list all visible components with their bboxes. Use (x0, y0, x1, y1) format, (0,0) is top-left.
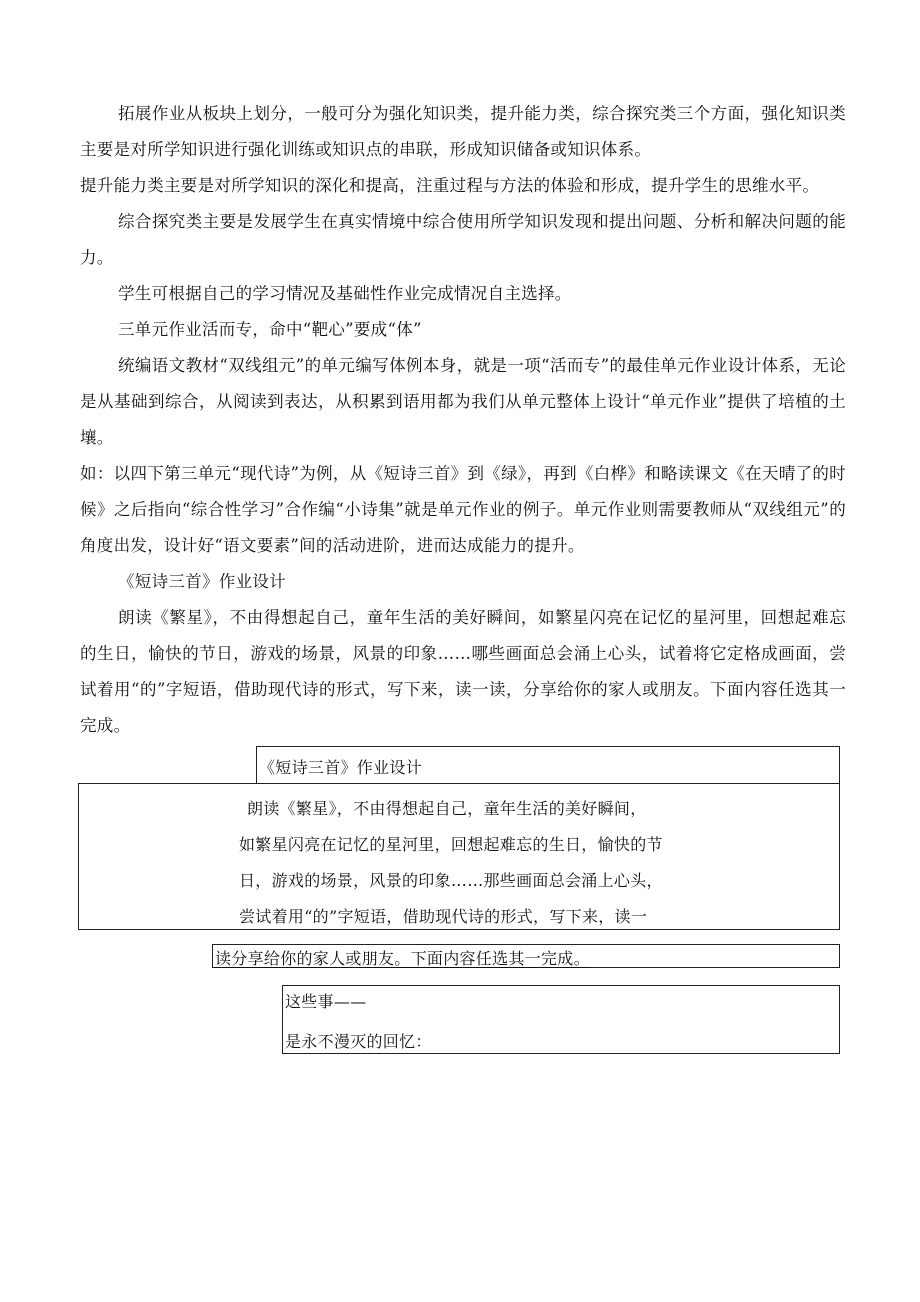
paragraph-example-unit-three: 如：以四下第三单元“现代诗”为例，从《短诗三首》到《绿》，再到《白桦》和略读课文《在天晴了的时候》之后指向“综合性学习”合作编“小诗集”就是单元作业的例子。单元作业则需要教师从“双线组元”的角度出发，设计好“语文要素”间的活动进阶，进而达成能力的提升。 (80, 464, 846, 555)
paragraph-double-line-unit: 统编语文教材“双线组元”的单元编写体例本身，就是一项“活而专”的最佳单元作业设计体系，无论是从基础到综合，从阅读到表达，从积累到语用都为我们从单元整体上设计“单元作业”提供了培植的土壤。 (80, 356, 846, 447)
body-box-line-2: 如繁星闪亮在记忆的星河里，回想起难忘的生日，愉快的节 (239, 835, 663, 854)
poem-line-2: 是永不漫灭的回忆： (285, 1032, 432, 1051)
poem-box (282, 985, 840, 1054)
paragraph-self-selection: 学生可根据自己的学习情况及基础性作业完成情况自主选择。 (118, 284, 572, 303)
title-box-text: 《短诗三首》作业设计 (259, 758, 423, 777)
poem-line-1: 这些事—— (285, 992, 367, 1011)
paragraph-reading-stars-task: 朗读《繁星》，不由得想起自己，童年生活的美好瞬间，如繁星闪亮在记忆的星河里，回想起难忘的生日，愉快的节日，游戏的场景，风景的印象……哪些画面总会涌上心头，试着将它定格成画面，尝试着用“的”字短语，借助现代诗的形式，写下来，读一读，分享给你的家人或朋友。下面内容任选其一完成。 (80, 608, 846, 735)
paragraph-inquiry-type: 综合探究类主要是发展学生在真实情境中综合使用所学知识发现和提出问题、分析和解决问题的能力。 (80, 212, 846, 267)
continuation-text: 读分享给你的家人或朋友。下面内容任选其一完成。 (215, 949, 590, 968)
heading-homework-design: 《短诗三首》作业设计 (118, 572, 286, 591)
paragraph-extension-types: 拓展作业从板块上划分，一般可分为强化知识类，提升能力类，综合探究类三个方面，强化知识类主要是对所学知识进行强化训练或知识点的串联，形成知识储备或知识体系。 (80, 104, 846, 159)
continuation-box (212, 944, 840, 968)
title-box (256, 746, 840, 784)
body-box-line-1: 朗读《繁星》，不由得想起自己，童年生活的美好瞬间， (247, 799, 647, 818)
section-heading-unit-homework: 三单元作业活而专，命中“靶心”要成“体” (118, 320, 422, 339)
paragraph-ability-type: 提升能力类主要是对所学知识的深化和提高，注重过程与方法的体验和形成，提升学生的思维水平。 (80, 176, 820, 195)
body-box-line-4: 尝试着用“的”字短语，借助现代诗的形式，写下来，读一 (239, 907, 648, 926)
body-box (78, 783, 840, 930)
body-box-line-3: 日，游戏的场景，风景的印象……那些画面总会涌上心头， (239, 871, 663, 890)
